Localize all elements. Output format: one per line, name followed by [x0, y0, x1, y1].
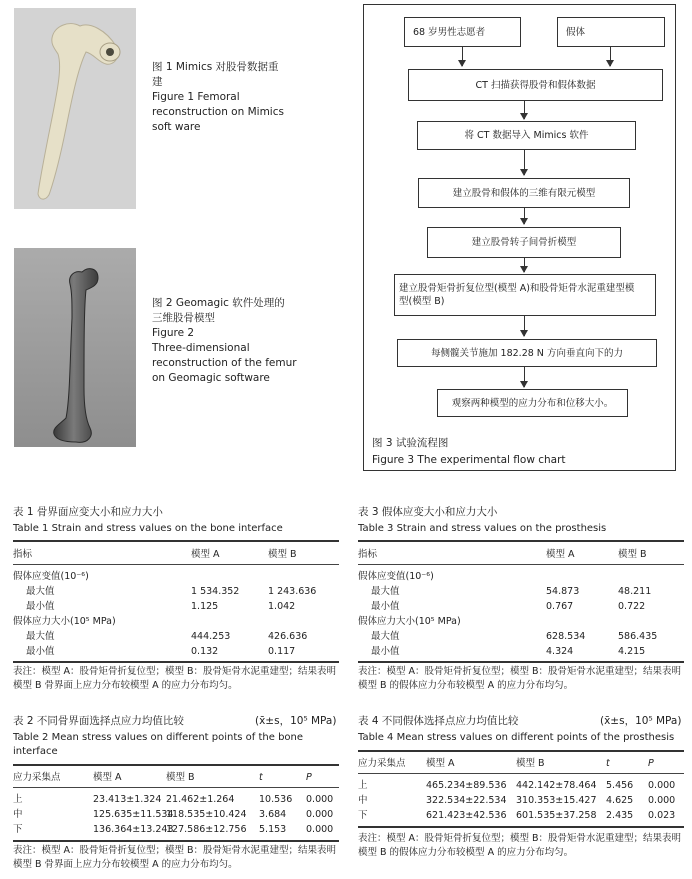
table3-row-label: 最大值: [371, 631, 400, 642]
flow-arrow-6: [524, 367, 525, 387]
table3-top-rule: [358, 540, 684, 542]
table1-top-rule: [13, 540, 339, 542]
table2-cell: 中: [13, 809, 23, 820]
figure1-caption: [152, 60, 312, 135]
figure2-caption-en-3: reconstruction of the femur: [152, 357, 297, 369]
figure2-image: [14, 248, 136, 447]
table2-cell: 21.462±1.264: [166, 794, 235, 805]
table4: [358, 714, 684, 874]
table2-title-unit: (x̄±s，10⁵ MPa): [255, 715, 337, 727]
femur-mimics-render: [14, 8, 136, 209]
figure1-caption-cn-2: 建: [152, 76, 163, 88]
table3-cell-a: 54.873: [546, 586, 580, 597]
table1-cell-a: 1.125: [191, 601, 219, 612]
flow-box-fracture-model: 建立股骨转子间骨折模型: [427, 227, 621, 258]
table4-note-line2: 模型 B 的假体应力分布较模型 A 的应力分布均匀。: [358, 847, 574, 858]
table4-cell: 0.023: [648, 810, 676, 821]
table4-title-en: Table 4 Mean stress values on different points of the prosthesis: [358, 732, 675, 743]
table2-cell: 10.536: [259, 794, 293, 805]
table3-note-line2: 模型 B 的假体应力分布较模型 A 的应力分布均匀。: [358, 680, 574, 691]
table4-cell: 621.423±42.536: [426, 810, 507, 821]
table3-row-label: 最小值: [371, 646, 400, 657]
table2-cell: 0.000: [306, 824, 334, 835]
table2-title-cn: 表 2 不同骨界面选择点应力均值比较: [13, 715, 184, 727]
table3-cell-a: 0.767: [546, 601, 574, 612]
table2-cell: 23.413±1.324: [93, 794, 162, 805]
table2-cell: 127.586±12.756: [166, 824, 247, 835]
table1-row-label: 最大值: [26, 631, 55, 642]
figure1-image: [14, 8, 136, 209]
table4-header-p: P: [648, 758, 654, 769]
table1-title-en: Table 1 Strain and stress values on the bone interface: [13, 523, 283, 534]
figure3-caption-en: Figure 3 The experimental flow chart: [372, 454, 566, 466]
table1-row-label: 假体应变值(10⁻⁶): [13, 571, 89, 582]
table1-row-label: 假体应力大小(10⁵ MPa): [13, 616, 116, 627]
table2-cell: 3.684: [259, 809, 287, 820]
table4-cell: 0.000: [648, 795, 676, 806]
table1-note-line1: 表注：模型 A：股骨矩骨折复位型；模型 B：股骨矩骨水泥重建型；结果表明: [13, 666, 337, 677]
table2-note: [13, 844, 343, 872]
table3-header-a: 模型 A: [546, 549, 575, 560]
table4-cell: 0.000: [648, 780, 676, 791]
table1-cell-b: 426.636: [268, 631, 308, 642]
flow-arrow-1: [524, 101, 525, 119]
flow-arrow-volunteer: [462, 47, 463, 66]
figure1-caption-en-3: soft ware: [152, 121, 201, 133]
table3-title-en: Table 3 Strain and stress values on the prosthesis: [358, 523, 607, 534]
flow-box-volunteer: 68 岁男性志愿者: [404, 17, 521, 47]
femur-geomagic-render: [14, 248, 136, 447]
table4-header-a: 模型 A: [426, 758, 455, 769]
table3-row-label: 假体应力大小(10⁵ MPa): [358, 616, 461, 627]
table4-cell: 下: [358, 810, 368, 821]
table3-bottom-rule: [358, 661, 684, 663]
flow-arrow-prosthesis: [610, 47, 611, 66]
table4-cell: 322.534±22.534: [426, 795, 507, 806]
table4-cell: 310.353±15.427: [516, 795, 597, 806]
table4-cell: 4.625: [606, 795, 634, 806]
table4-mid-rule: [358, 773, 684, 774]
table2-header-t: t: [259, 772, 263, 783]
table1-row-label: 最小值: [26, 601, 55, 612]
table3-cell-b: 0.722: [618, 601, 646, 612]
flow-box-import: 将 CT 数据导入 Mimics 软件: [417, 121, 636, 150]
table4-title-unit: (x̄±s，10⁵ MPa): [600, 715, 682, 727]
table4-note: [358, 832, 688, 860]
table1-note: [13, 665, 343, 693]
table3-cell-b: 4.215: [618, 646, 646, 657]
table3-header-b: 模型 B: [618, 549, 647, 560]
table3-note: [358, 665, 688, 693]
table2-mid-rule: [13, 787, 339, 788]
table1-title-cn: 表 1 骨界面应变大小和应力大小: [13, 506, 163, 518]
table1-row-label: 最小值: [26, 646, 55, 657]
table4-cell: 465.234±89.536: [426, 780, 507, 791]
table2-title-en-1: Table 2 Mean stress values on different points of the bone: [13, 732, 304, 743]
table4-cell: 5.456: [606, 780, 634, 791]
figure2-caption-cn-2: 三维股骨模型: [152, 312, 215, 324]
figure2-caption-en-4: on Geomagic software: [152, 372, 270, 384]
table1-header-index: 指标: [13, 549, 33, 560]
table3-title-cn: 表 3 假体应变大小和应力大小: [358, 506, 498, 518]
table2-header-b: 模型 B: [166, 772, 195, 783]
table1-bottom-rule: [13, 661, 339, 663]
table4-header-point: 应力采集点: [358, 758, 406, 769]
table2-cell: 0.000: [306, 809, 334, 820]
table1-note-line2: 模型 B 骨界面上应力分布较模型 A 的应力分布均匀。: [13, 680, 238, 691]
figure2-caption-en-1: Figure 2: [152, 327, 195, 339]
table3-cell-a: 628.534: [546, 631, 586, 642]
table2-cell: 下: [13, 824, 23, 835]
table4-header-t: t: [606, 758, 610, 769]
table4-bottom-rule: [358, 826, 684, 828]
table2-header-p: P: [306, 772, 312, 783]
flow-box-model-ab: [394, 274, 656, 316]
table2-cell: 136.364±13.243: [93, 824, 174, 835]
table4-cell: 上: [358, 780, 368, 791]
table1-row-label: 最大值: [26, 586, 55, 597]
table2-cell: 0.000: [306, 794, 334, 805]
table2-cell: 125.635±11.534: [93, 809, 174, 820]
flow-arrow-4: [524, 258, 525, 272]
table3-header-index: 指标: [358, 549, 378, 560]
table4-cell: 601.535±37.258: [516, 810, 597, 821]
table3-note-line1: 表注：模型 A：股骨矩骨折复位型；模型 B：股骨矩骨水泥重建型；结果表明: [358, 666, 682, 677]
flow-box-ct-scan: CT 扫描获得股骨和假体数据: [408, 69, 663, 101]
table1-cell-a: 1 534.352: [191, 586, 240, 597]
table2-bottom-rule: [13, 840, 339, 842]
table1-cell-b: 1 243.636: [268, 586, 317, 597]
table4-header-b: 模型 B: [516, 758, 545, 769]
table2-header-point: 应力采集点: [13, 772, 61, 783]
table1-header-b: 模型 B: [268, 549, 297, 560]
table4-cell: 2.435: [606, 810, 634, 821]
flow-box-prosthesis: 假体: [557, 17, 665, 47]
figure1-caption-en-2: reconstruction on Mimics: [152, 106, 284, 118]
flow-arrow-2: [524, 150, 525, 175]
table3: [358, 505, 684, 691]
table1-mid-rule: [13, 564, 339, 565]
flow-box-observe: 观察两种模型的应力分布和位移大小。: [437, 389, 628, 417]
figure1-caption-cn-1: 图 1 Mimics 对股骨数据重: [152, 61, 279, 73]
table3-cell-b: 586.435: [618, 631, 658, 642]
table1-cell-a: 0.132: [191, 646, 219, 657]
table4-note-line1: 表注：模型 A：股骨矩骨折复位型；模型 B：股骨矩骨水泥重建型；结果表明: [358, 833, 682, 844]
table4-cell: 中: [358, 795, 368, 806]
table2-top-rule: [13, 764, 339, 766]
table4-cell: 442.142±78.464: [516, 780, 597, 791]
table2-title-en-2: interface: [13, 746, 58, 757]
table1-header-a: 模型 A: [191, 549, 220, 560]
table2-note-line1: 表注：模型 A：股骨矩骨折复位型；模型 B：股骨矩骨水泥重建型；结果表明: [13, 845, 337, 856]
table3-row-label: 最小值: [371, 601, 400, 612]
table2-header-a: 模型 A: [93, 772, 122, 783]
table1-cell-b: 0.117: [268, 646, 296, 657]
table4-title-cn: 表 4 不同假体选择点应力均值比较: [358, 715, 519, 727]
flow-box-model-ab-line2: 型(模型 B): [399, 296, 445, 307]
table3-row-label: 假体应变值(10⁻⁶): [358, 571, 434, 582]
table1-cell-b: 1.042: [268, 601, 296, 612]
figure2-caption-en-2: Three-dimensional: [152, 342, 250, 354]
figure1-caption-en-1: Figure 1 Femoral: [152, 91, 240, 103]
flow-box-load: 每侧髋关节施加 182.28 N 方向垂直向下的力: [397, 339, 657, 367]
table2-note-line2: 模型 B 骨界面上应力分布较模型 A 的应力分布均匀。: [13, 859, 238, 870]
flow-box-fe-model: 建立股骨和假体的三维有限元模型: [418, 178, 630, 208]
table2: [13, 714, 339, 874]
figure2-caption: [152, 296, 322, 386]
table2-cell: 118.535±10.424: [166, 809, 247, 820]
table3-mid-rule: [358, 564, 684, 565]
flow-arrow-3: [524, 208, 525, 224]
table2-cell: 5.153: [259, 824, 287, 835]
figure2-caption-cn-1: 图 2 Geomagic 软件处理的: [152, 297, 285, 309]
table3-cell-b: 48.211: [618, 586, 652, 597]
table4-top-rule: [358, 750, 684, 752]
table1-cell-a: 444.253: [191, 631, 231, 642]
flow-box-model-ab-line1: 建立股骨矩骨折复位型(模型 A)和股骨矩骨水泥重建型模: [399, 283, 635, 294]
table1: [13, 505, 339, 691]
flow-arrow-5: [524, 316, 525, 336]
table2-cell: 上: [13, 794, 23, 805]
table3-row-label: 最大值: [371, 586, 400, 597]
table3-cell-a: 4.324: [546, 646, 574, 657]
figure3-caption-cn: 图 3 试验流程图: [372, 437, 449, 449]
